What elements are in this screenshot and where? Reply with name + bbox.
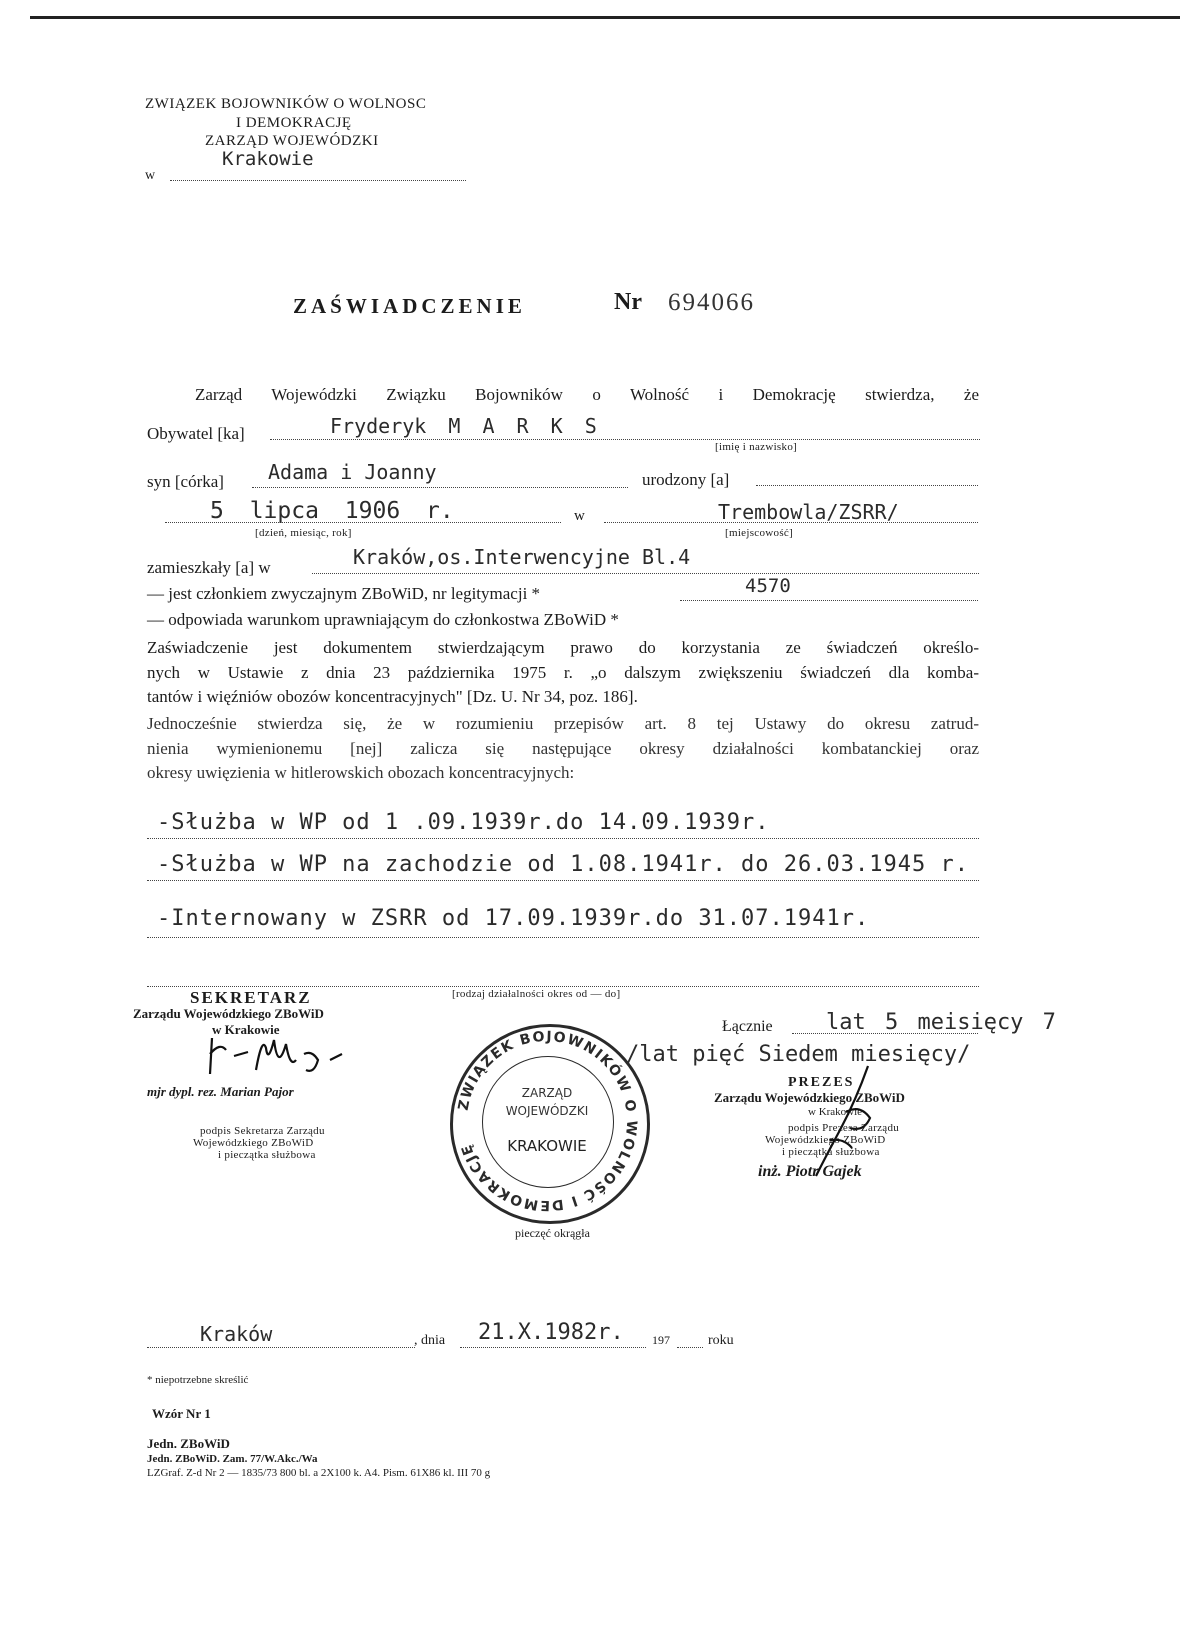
seal-ring-text [450, 1024, 644, 1218]
header-city-line [170, 180, 466, 181]
nr-label: Nr [614, 289, 642, 315]
period-2: -Służba w WP na zachodzie od 1.08.1941r. do 26.03.1945 r. [157, 852, 969, 877]
birth-date-hint: [dzień, miesiąc, rok] [255, 527, 352, 539]
name-hint: [imię i nazwisko] [715, 441, 798, 453]
certificate-number: 694066 [668, 289, 755, 316]
seal-center-line2: WOJEWÓDZKI [505, 1104, 589, 1118]
name-value: Fryderyk M A R K S [330, 414, 597, 438]
president-title: PREZES [788, 1075, 855, 1090]
footer-date-line [460, 1347, 646, 1348]
footer-roku-label: roku [708, 1333, 734, 1348]
footer-print-line: LZGraf. Z-d Nr 2 — 1835/73 800 bl. a 2X100 k. A4. Pism. 61X86 kl. III 70 g [147, 1467, 491, 1479]
paragraph-2-line3: okresy uwięzienia w hitlerowskich obozach koncentracyjnych: [147, 763, 575, 782]
seal-caption: pieczęć okrągła [515, 1226, 590, 1240]
period-1-line [147, 838, 979, 839]
paragraph-2-line1: Jednocześnie stwierdza się, że w rozumieniu przepisów art. 8 tej Ustawy do okresu zatrud- [147, 714, 979, 733]
secretary-stamp-line2: w Krakowie [212, 1022, 280, 1037]
president-stamp-line1: Zarządu Wojewódzkiego ZBoWiD [714, 1090, 905, 1105]
president-caption-line2: Wojewódzkiego ZBoWiD [765, 1134, 886, 1146]
period-3-line [147, 937, 979, 938]
president-caption-line3: i pieczątka służbowa [782, 1146, 880, 1158]
footer-note: * niepotrzebne skreślić [147, 1374, 249, 1386]
intro-text: Zarząd Wojewódzki Związku Bojowników o Wolność i Demokrację stwierdza, że [195, 385, 979, 404]
header-w-label: w [145, 168, 156, 183]
residence-value: Kraków,os.Interwencyjne Bl.4 [353, 545, 691, 569]
periods-hint: [rodzaj działalności okres od — do] [452, 988, 621, 1000]
paragraph-1-line3: tantów i więźniów obozów koncentracyjnych" [Dz. U. Nr 34, poz. 186]. [147, 687, 638, 706]
seal-ring-textpath: ZWIĄZEK BOJOWNIKÓW O WOLNOŚĆ I DEMOKRACJĘ [455, 1028, 640, 1214]
paragraph-2 [147, 712, 979, 786]
urodzony-label: urodzony [a] [642, 470, 730, 489]
period-2-line [147, 880, 979, 881]
president-name-stamp: inż. Piotr Gajek [758, 1163, 862, 1180]
footer-jedn-line: Jedn. ZBoWiD. Zam. 77/W.Akc./Wa [147, 1453, 318, 1465]
conditions-text: — odpowiada warunkom uprawniającym do członkostwa ZBoWiD * [147, 610, 619, 629]
secretary-caption-line1: podpis Sekretarza Zarządu [200, 1125, 325, 1137]
paragraph-2-line2: nienia wymienionemu [nej] zalicza się następujące okresy działalności kombatanckiej oraz [147, 738, 979, 758]
residence-label: zamieszkały [a] w [147, 558, 271, 577]
paragraph-1 [147, 636, 979, 710]
org-name-line2: I DEMOKRACJĘ [236, 115, 352, 131]
footer-year-line [677, 1347, 703, 1348]
secretary-title: SEKRETARZ [190, 988, 312, 1007]
org-name-line3: ZARZĄD WOJEWÓDZKI [205, 133, 379, 149]
paragraph-1-line2: nych w Ustawie z dnia 23 października 1975 r. „o dalszym zwiększeniu świadczeń dla komba- [147, 662, 979, 682]
footer-year-prefix: 197 [652, 1333, 670, 1347]
footer-date-typed: 21.X.1982r. [478, 1320, 624, 1345]
president-signature [800, 1060, 890, 1180]
org-name-line1: ZWIĄZEK BOJOWNIKÓW O WOLNOSC [145, 96, 427, 112]
parents-value: Adama i Joanny [268, 460, 437, 484]
urodzony-line [756, 485, 978, 486]
seal-center-line1: ZARZĄD [521, 1086, 573, 1100]
birth-place-value: Trembowla/ZSRR/ [718, 500, 899, 524]
total-typed: lat 5 meisięcy 7 [826, 1010, 1056, 1035]
total-label: Łącznie [722, 1018, 773, 1035]
member-number-line [680, 600, 978, 601]
footer-dnia-label: , dnia [414, 1333, 446, 1348]
header-city-typed: Krakowie [222, 148, 314, 170]
birth-place-w-label: w [574, 508, 585, 524]
president-stamp-line2: w Krakowie [808, 1106, 863, 1118]
member-number: 4570 [745, 575, 791, 597]
president-caption-line1: podpis Prezesa Zarządu [788, 1122, 900, 1134]
document-title: ZAŚWIADCZENIE [293, 294, 526, 318]
top-border-line [30, 16, 1180, 19]
name-line [270, 439, 980, 440]
footer-jedn: Jedn. ZBoWiD [147, 1436, 230, 1451]
period-3: -Internowany w ZSRR od 17.09.1939r.do 31.07.1941r. [157, 906, 870, 931]
paragraph-1-line1: Zaświadczenie jest dokumentem stwierdzającym prawo do korzystania ze świadczeń określo- [147, 638, 979, 657]
secretary-name-stamp: mjr dypl. rez. Marian Pajor [147, 1084, 294, 1099]
member-text: — jest członkiem zwyczajnym ZBoWiD, nr legitymacji * [147, 584, 541, 603]
svg-text:ZWIĄZEK BOJOWNIKÓW O WOLNOŚĆ I [456, 1029, 640, 1213]
syn-label: syn [córka] [147, 472, 224, 491]
birth-place-hint: [miejscowość] [725, 527, 794, 539]
parents-line [252, 487, 628, 488]
residence-line [312, 573, 979, 574]
seal-center-line3: KRAKOWIE [507, 1137, 587, 1155]
secretary-caption-line3: i pieczątka służbowa [218, 1149, 316, 1161]
period-4-line [147, 986, 979, 987]
secretary-caption-line2: Wojewódzkiego ZBoWiD [193, 1137, 314, 1149]
secretary-signature [200, 1030, 360, 1080]
footer-place-line [147, 1347, 415, 1348]
obywatel-label: Obywatel [ka] [147, 424, 245, 443]
footer-place-typed: Kraków [200, 1322, 273, 1346]
total-words: /lat pięć Siedem miesięcy/ [626, 1042, 971, 1067]
period-1: -Służba w WP od 1 .09.1939r.do 14.09.1939r. [157, 810, 770, 835]
birth-date-value: 5 lipca 1906 r. [210, 498, 454, 524]
footer-wzor: Wzór Nr 1 [152, 1406, 211, 1421]
secretary-stamp-line1: Zarządu Wojewódzkiego ZBoWiD [133, 1006, 324, 1021]
